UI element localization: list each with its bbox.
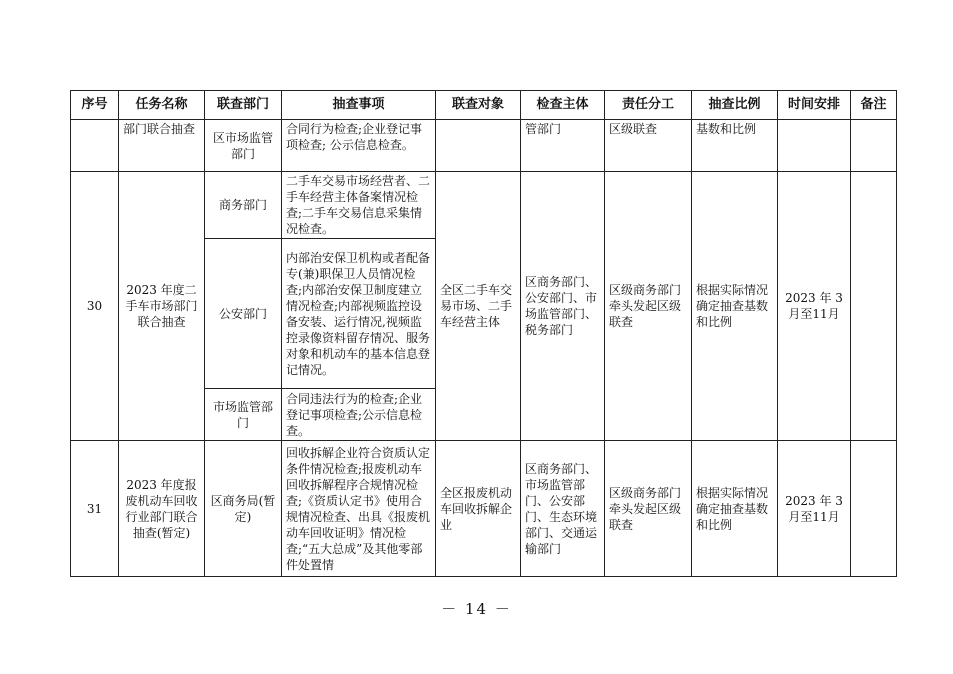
cell-no — [71, 120, 119, 172]
cell-dept: 商务部门 — [205, 172, 282, 239]
cell-time: 2023 年 3 月至11月 — [778, 441, 851, 577]
cell-dept: 区市场监管部门 — [205, 120, 282, 172]
cell-items: 回收拆解企业符合资质认定条件情况检查;报废机动车回收拆解程序合规情况检查;《资质认定书》使用合规情况检查、出具《报废机动车回收证明》情况检查;“五大总成”及其他零部件处置情 — [282, 441, 436, 577]
table-row — [71, 172, 897, 239]
cell-time: 2023 年 3 月至11月 — [778, 172, 851, 441]
cell-task: 部门联合抽查 — [119, 120, 205, 172]
cell-target — [436, 120, 521, 172]
cell-target: 全区二手车交易市场、二手车经营主体 — [436, 172, 521, 441]
cell-items: 内部治安保卫机构或者配备专(兼)职保卫人员情况检查;内部治安保卫制度建立情况检查;内部视频监控设备安装、运行情况,视频监控录像资料留存情况、服务对象和机动车的基本信息登记情况。 — [282, 239, 436, 389]
cell-items: 合同违法行为的检查;企业登记事项检查;公示信息检查。 — [282, 389, 436, 441]
header-target: 联查对象 — [436, 91, 521, 120]
cell-no: 30 — [71, 172, 119, 441]
cell-ratio: 根据实际情况确定抽查基数和比例 — [692, 172, 778, 441]
cell-subject: 区商务部门、公安部门、市场监管部门、税务部门 — [521, 172, 605, 441]
cell-task: 2023 年度报废机动车回收行业部门联合抽查(暂定) — [119, 441, 205, 577]
header-ratio: 抽查比例 — [692, 91, 778, 120]
header-row — [71, 91, 897, 120]
header-remark: 备注 — [851, 91, 897, 120]
header-time: 时间安排 — [778, 91, 851, 120]
cell-ratio: 根据实际情况确定抽查基数和比例 — [692, 441, 778, 577]
header-no: 序号 — [71, 91, 119, 120]
header-duty: 责任分工 — [605, 91, 692, 120]
cell-duty: 区级商务部门牵头发起区级联查 — [605, 172, 692, 441]
table-row — [71, 120, 897, 172]
cell-dept: 市场监管部门 — [205, 389, 282, 441]
cell-target: 全区报废机动车回收拆解企业 — [436, 441, 521, 577]
header-dept: 联查部门 — [205, 91, 282, 120]
cell-remark — [851, 172, 897, 441]
header-task: 任务名称 — [119, 91, 205, 120]
table-row — [71, 441, 897, 577]
cell-subject: 管部门 — [521, 120, 605, 172]
cell-dept: 区商务局(暂定) — [205, 441, 282, 577]
cell-time — [778, 120, 851, 172]
cell-duty: 区级商务部门牵头发起区级联查 — [605, 441, 692, 577]
cell-remark — [851, 441, 897, 577]
cell-task: 2023 年度二手车市场部门联合抽查 — [119, 172, 205, 441]
cell-dept: 公安部门 — [205, 239, 282, 389]
cell-subject: 区商务部门、市场监管部门、公安部门、生态环境部门、交通运输部门 — [521, 441, 605, 577]
cell-items: 合同行为检查;企业登记事项检查; 公示信息检查。 — [282, 120, 436, 172]
cell-duty: 区级联查 — [605, 120, 692, 172]
header-subject: 检查主体 — [521, 91, 605, 120]
cell-no: 31 — [71, 441, 119, 577]
header-items: 抽查事项 — [282, 91, 436, 120]
cell-items: 二手车交易市场经营者、二手车经营主体备案情况检查;二手车交易信息采集情况检查。 — [282, 172, 436, 239]
cell-ratio: 基数和比例 — [692, 120, 778, 172]
cell-remark — [851, 120, 897, 172]
page-number: － 14 － — [441, 600, 512, 618]
inspection-table — [70, 90, 897, 577]
